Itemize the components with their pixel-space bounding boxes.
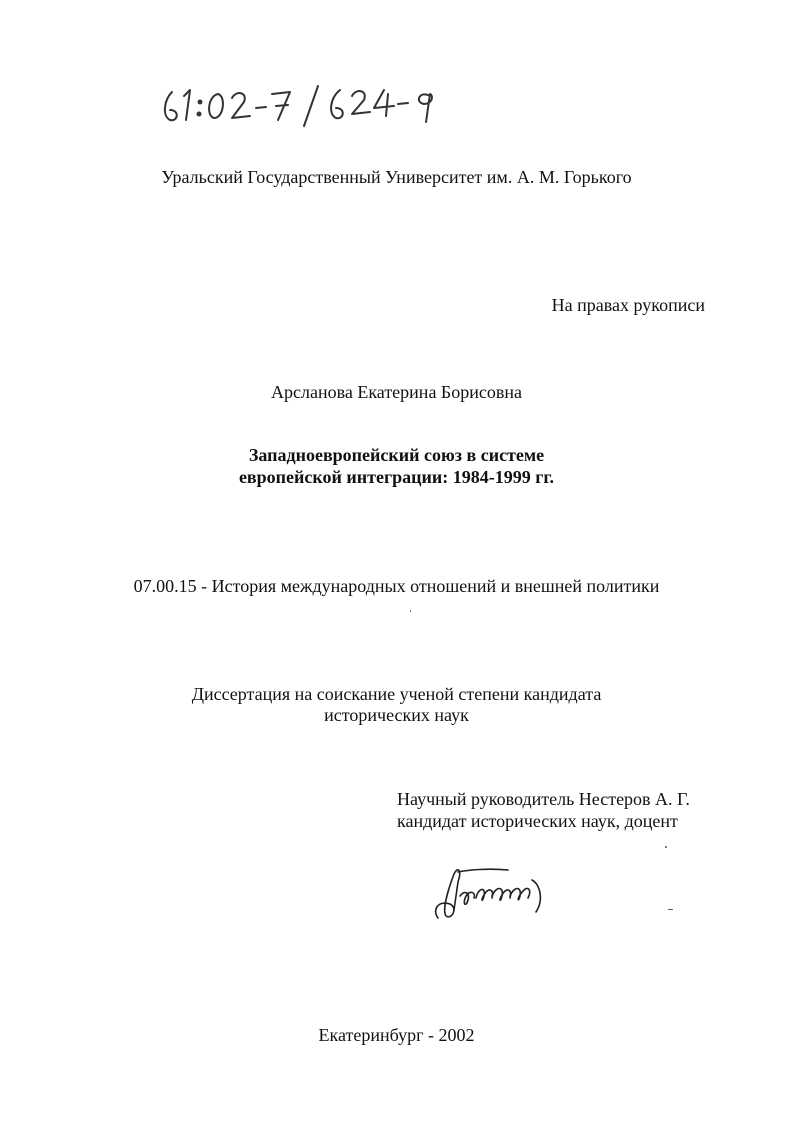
supervisor-line-2: кандидат исторических наук, доцент (397, 811, 678, 831)
place-and-year: Екатеринбург - 2002 (318, 1025, 475, 1045)
author-name: Арсланова Екатерина Борисовна (270, 382, 523, 402)
university-name: Уральский Государственный Университет им. А. М. Горького (161, 167, 632, 187)
scan-speck (410, 610, 411, 612)
dissertation-line-2: исторических наук (324, 705, 469, 725)
dissertation-line-1: Диссертация на соискание ученой степени кандидата (191, 684, 602, 704)
manuscript-rights: На правах рукописи (551, 295, 705, 315)
title-line-1: Западноевропейский союз в системе (248, 445, 545, 465)
author-signature (428, 860, 558, 930)
scan-speck (668, 909, 673, 910)
specialty-code: 07.00.15 - История международных отношений и внешней политики (133, 576, 660, 596)
title-line-2: европейской интеграции: 1984-1999 гг. (238, 467, 555, 487)
scan-speck (665, 846, 667, 848)
handwritten-archive-number (158, 80, 448, 130)
supervisor-line-1: Научный руководитель Нестеров А. Г. (397, 789, 690, 809)
